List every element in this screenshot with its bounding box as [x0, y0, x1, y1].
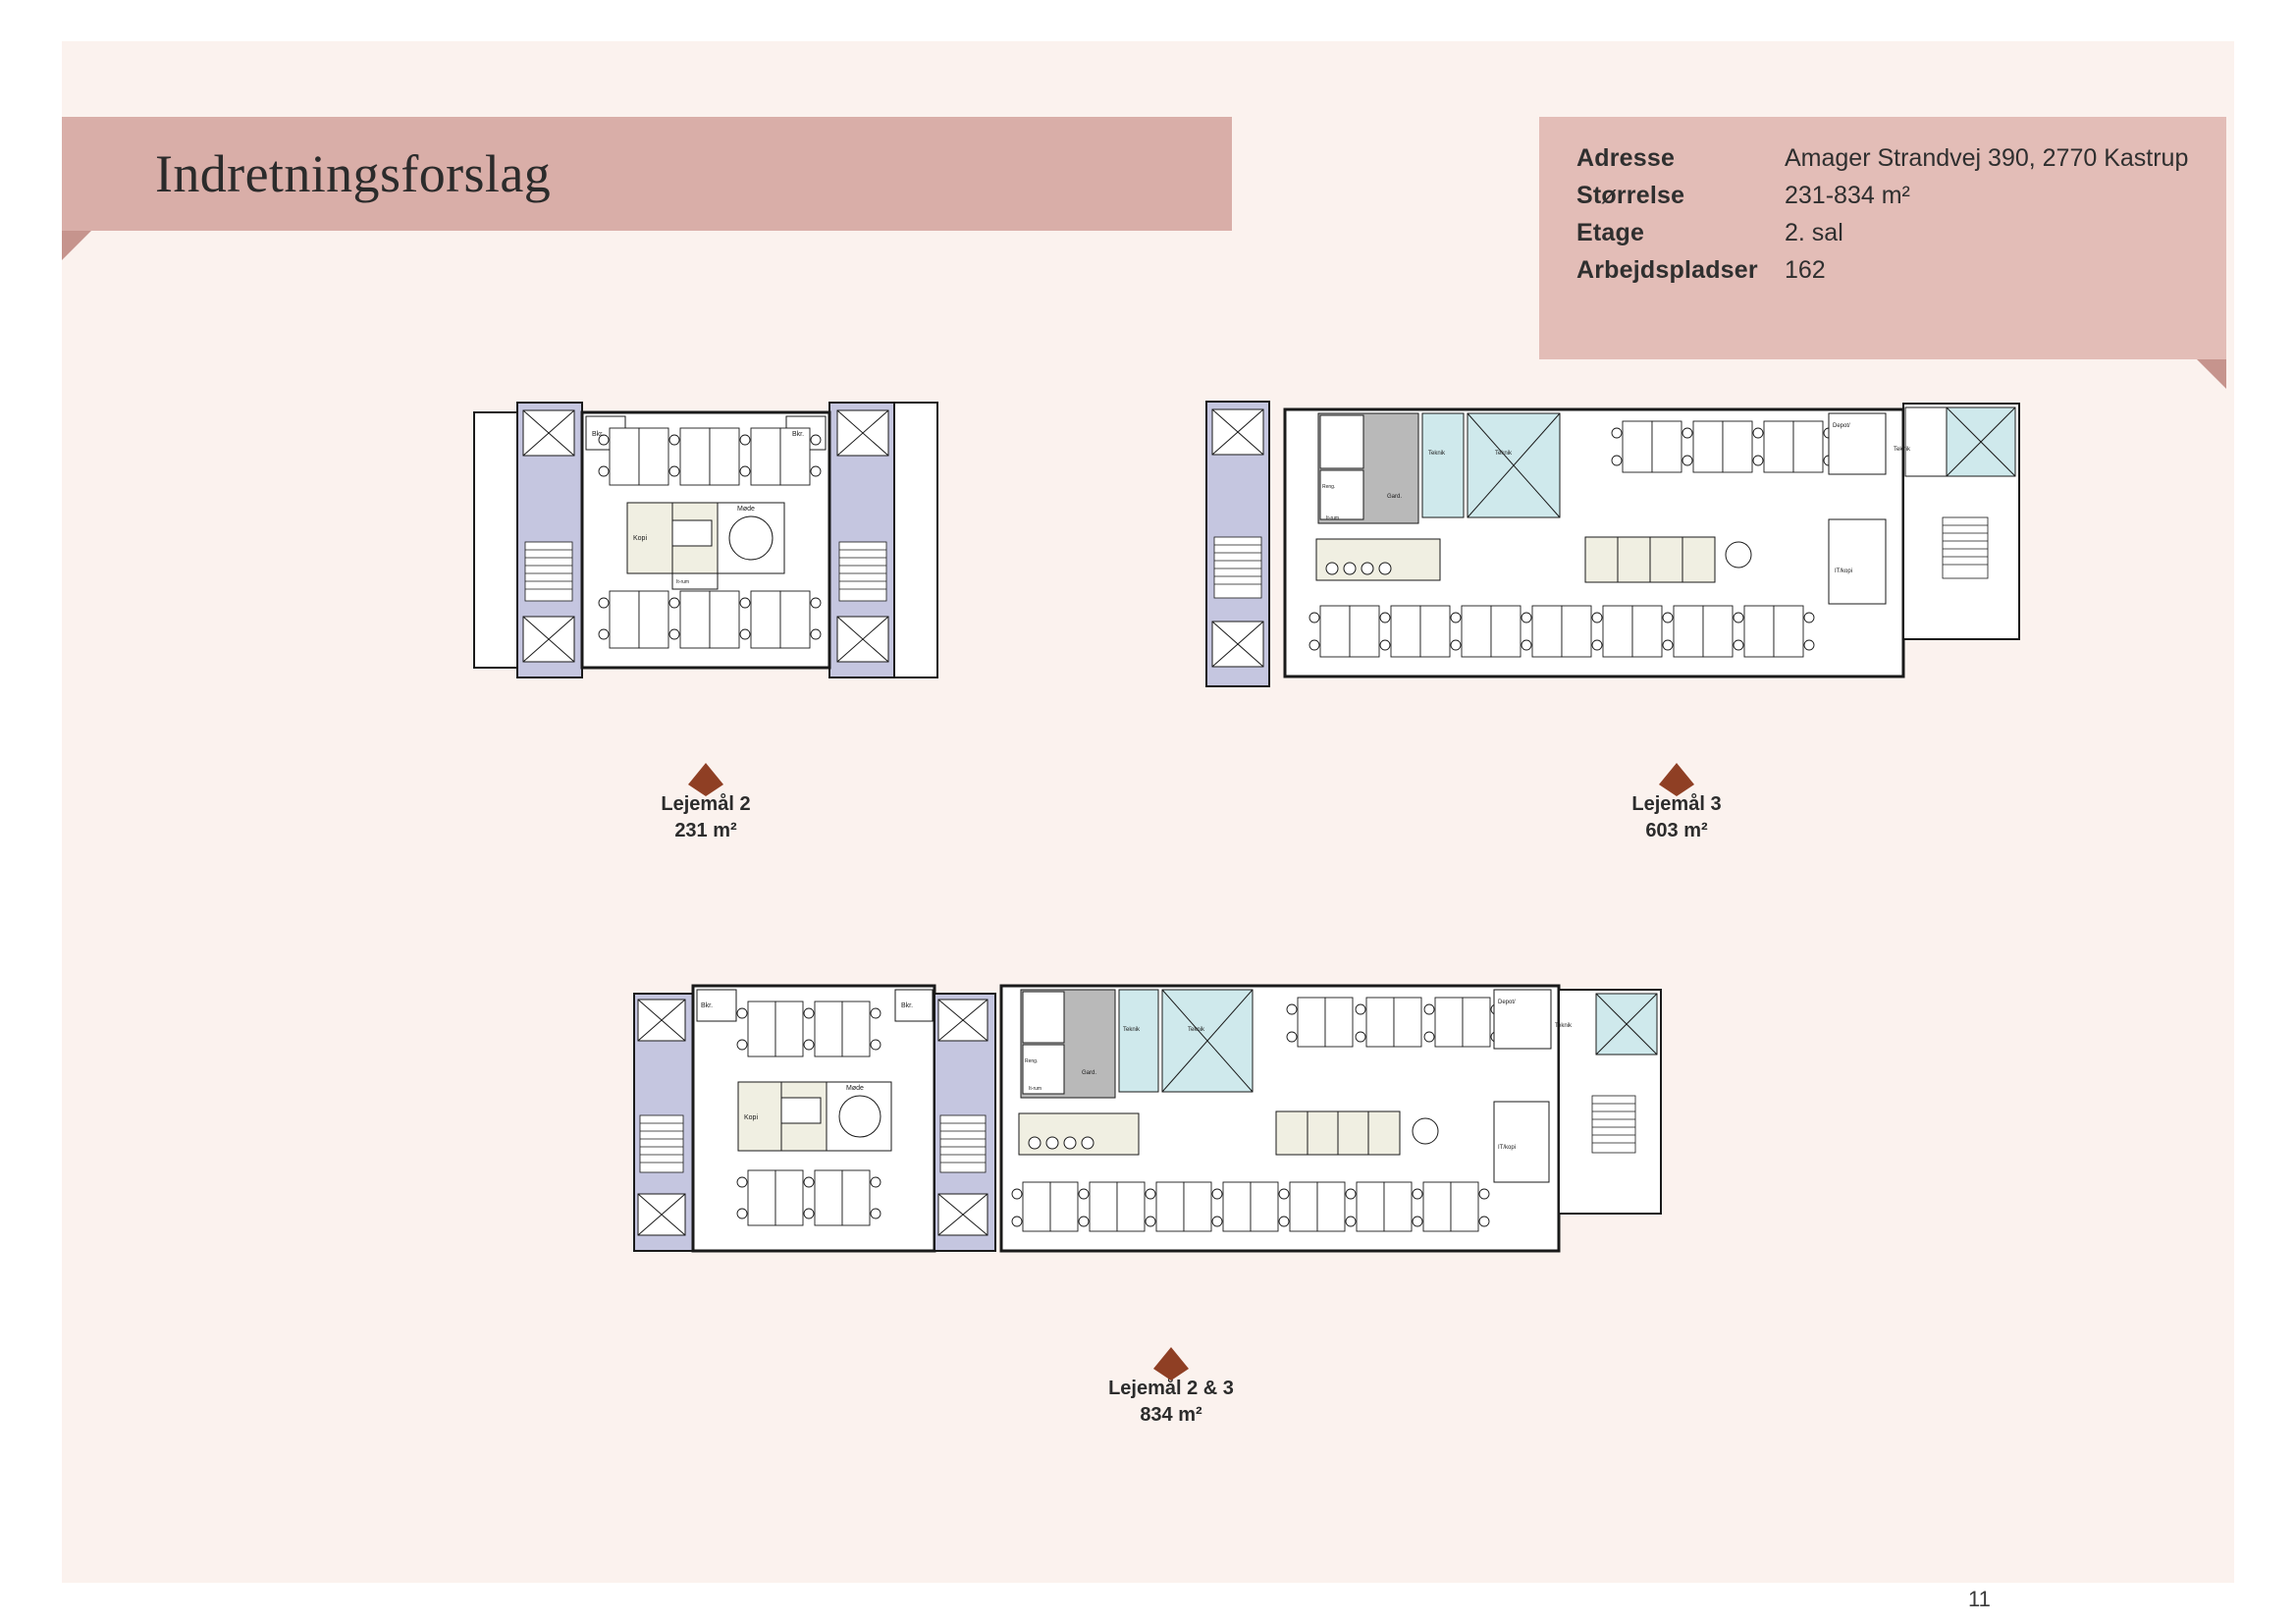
floorplan-lejemaal-2: [470, 395, 941, 709]
caption-lejemaal-2-3: [975, 1347, 1367, 1429]
room-label-reng-2: Reng.: [1025, 1058, 1039, 1064]
room-label-it-rum-3: It-rum: [1326, 515, 1340, 521]
info-label-etage: Etage: [1576, 219, 1645, 246]
caption-area-lejemaal-2-3: 834 m²: [1140, 1404, 1202, 1426]
room-label-teknik-1-2: Teknik: [1123, 1027, 1141, 1033]
room-label-depot-2: Depot/: [1498, 1000, 1516, 1005]
info-label-adresse: Adresse: [1576, 144, 1676, 172]
floorplan-lejemaal-3: [1201, 390, 2035, 714]
floorplan-lejemaal-2-drawing: [470, 395, 941, 709]
room-label-bkr-right: Bkr.: [792, 431, 805, 438]
info-value-stoerrelse: 231-834 m²: [1785, 182, 1910, 209]
room-label-depot: Depot/: [1833, 423, 1850, 429]
room-label-bkr-left-2: Bkr.: [701, 1002, 714, 1009]
info-row-stoerrelse: [1576, 182, 2226, 210]
room-label-kopi: Kopi: [633, 535, 648, 542]
caption-lejemaal-3: [1480, 763, 1873, 844]
room-label-kopi-2: Kopi: [744, 1114, 759, 1121]
room-label-it-rum: It-rum: [676, 579, 690, 585]
room-label-teknik-1: Teknik: [1428, 451, 1446, 457]
room-label-reng: Reng.: [1322, 484, 1336, 490]
caption-name-lejemaal-2-3: Lejemål 2 & 3: [1108, 1378, 1234, 1399]
info-value-adresse: Amager Strandvej 390, 2770 Kastrup: [1785, 144, 2189, 172]
marker-icon-lejemaal-3: [1659, 763, 1694, 785]
room-label-teknik-3: Teknik: [1894, 447, 1911, 453]
caption-lejemaal-2: [509, 763, 902, 844]
property-info-panel: [1539, 117, 2226, 359]
info-panel-fold: [2197, 359, 2226, 389]
room-label-moede-2: Møde: [846, 1085, 864, 1092]
room-label-gard: Gard.: [1387, 494, 1403, 500]
floorplan-lejemaal-2-3: [628, 976, 1669, 1290]
room-label-it-rum-2: It-rum: [1029, 1086, 1042, 1092]
room-label-teknik-3-2: Teknik: [1555, 1023, 1573, 1029]
floorplan-lejemaal-2-3-drawing: [628, 976, 1669, 1290]
caption-name-lejemaal-3: Lejemål 3: [1631, 793, 1722, 815]
page-title: Indretningsforslag: [155, 144, 552, 203]
marker-icon-lejemaal-2-3: [1153, 1347, 1189, 1369]
room-label-gard-2: Gard.: [1082, 1070, 1097, 1076]
room-label-it-kopi: IT/kopi: [1835, 568, 1853, 574]
floorplan-lejemaal-3-drawing: [1201, 390, 2035, 714]
caption-area-lejemaal-3: 603 m²: [1645, 820, 1708, 841]
info-value-arbejdspladser: 162: [1785, 256, 1826, 284]
info-row-adresse: [1576, 144, 2226, 173]
marker-icon-lejemaal-2: [688, 763, 723, 785]
info-row-etage: [1576, 219, 2226, 247]
room-label-moede: Møde: [737, 506, 755, 513]
title-banner: [62, 117, 1232, 231]
info-row-arbejdspladser: [1576, 256, 2226, 285]
room-label-teknik-2: Teknik: [1495, 451, 1513, 457]
caption-name-lejemaal-2: Lejemål 2: [661, 793, 751, 815]
info-value-etage: 2. sal: [1785, 219, 1843, 246]
page-canvas: [62, 41, 2234, 1583]
caption-area-lejemaal-2: 231 m²: [674, 820, 737, 841]
info-label-stoerrelse: Størrelse: [1576, 182, 1685, 209]
room-label-bkr-left: Bkr.: [592, 431, 605, 438]
title-banner-fold: [62, 231, 91, 260]
info-label-arbejdspladser: Arbejdspladser: [1576, 256, 1758, 284]
page-number: 11: [1968, 1587, 1991, 1611]
room-label-it-kopi-2: IT/kopi: [1498, 1145, 1517, 1151]
room-label-bkr-right-2: Bkr.: [901, 1002, 914, 1009]
room-label-teknik-2-2: Teknik: [1188, 1027, 1205, 1033]
